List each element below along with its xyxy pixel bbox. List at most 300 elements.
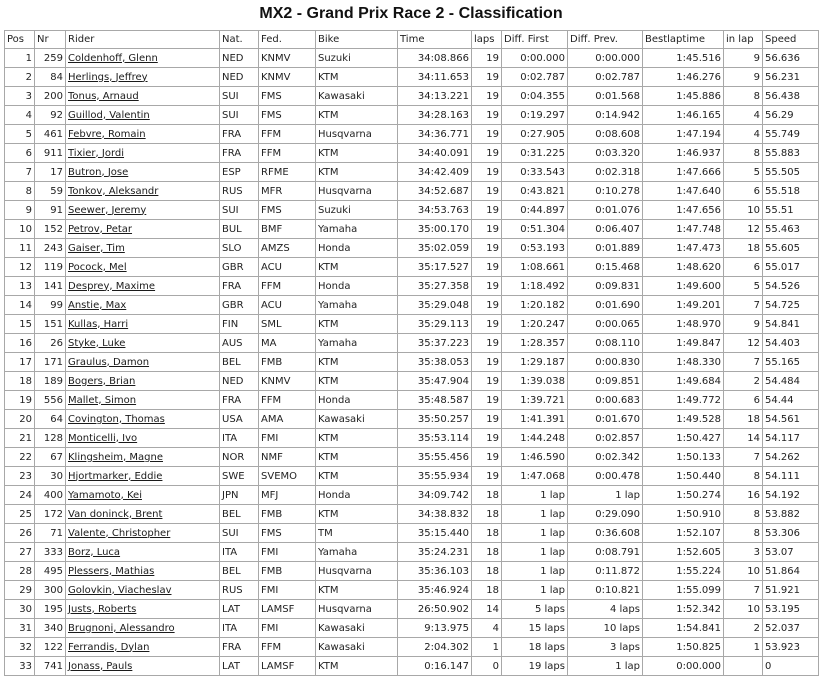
rider-link[interactable]: Petrov, Petar [68,223,133,235]
cell-diff-first: 0:51.304 [502,220,568,239]
cell-rider [66,220,220,239]
cell-bike: Yamaha [316,543,398,562]
cell-fed: FMI [259,543,316,562]
cell-rider [66,334,220,353]
cell-fed: KNMV [259,49,316,68]
table-row [5,391,819,410]
cell-fed: FMS [259,106,316,125]
cell-diff-first: 1 lap [502,562,568,581]
cell-in-lap: 8 [724,144,763,163]
cell-in-lap: 1 [724,638,763,657]
cell-nr: 461 [35,125,66,144]
cell-nat: NOR [220,448,259,467]
cell-bike: Honda [316,391,398,410]
table-row [5,125,819,144]
cell-in-lap: 9 [724,49,763,68]
cell-nr: 91 [35,201,66,220]
cell-diff-first: 1:47.068 [502,467,568,486]
header-speed: Speed [763,31,819,49]
table-row [5,467,819,486]
cell-diff-prev: 0:10.821 [568,581,643,600]
cell-nr: 71 [35,524,66,543]
cell-bestlaptime: 1:45.886 [643,87,724,106]
cell-bestlaptime: 1:50.825 [643,638,724,657]
rider-link[interactable]: Monticelli, Ivo [68,432,138,444]
cell-diff-first: 0:19.297 [502,106,568,125]
cell-in-lap: 7 [724,296,763,315]
cell-nat: FRA [220,638,259,657]
cell-nat: LAT [220,600,259,619]
cell-diff-first: 0:31.225 [502,144,568,163]
cell-time: 26:50.902 [398,600,472,619]
rider-link[interactable]: Valente, Christopher [68,527,171,539]
cell-bike: KTM [316,657,398,676]
cell-rider [66,543,220,562]
cell-bike: KTM [316,505,398,524]
cell-rider [66,391,220,410]
cell-bestlaptime: 1:55.224 [643,562,724,581]
cell-bike: Kawasaki [316,619,398,638]
cell-nat: ITA [220,429,259,448]
table-row [5,543,819,562]
cell-rider [66,372,220,391]
cell-nr: 67 [35,448,66,467]
rider-link[interactable]: Guillod, Valentin [68,109,150,121]
table-row [5,296,819,315]
table-row [5,638,819,657]
cell-time: 35:53.114 [398,429,472,448]
cell-laps: 19 [472,410,502,429]
cell-bike: KTM [316,581,398,600]
cell-diff-first: 1:39.721 [502,391,568,410]
cell-laps: 19 [472,68,502,87]
cell-laps: 19 [472,144,502,163]
cell-nr: 333 [35,543,66,562]
cell-nr: 84 [35,68,66,87]
header-laps: laps [472,31,502,49]
cell-diff-first: 5 laps [502,600,568,619]
cell-bike: KTM [316,353,398,372]
cell-diff-first: 1 lap [502,524,568,543]
rider-link[interactable]: Anstie, Max [68,299,127,311]
table-row [5,163,819,182]
cell-diff-first: 0:00.000 [502,49,568,68]
cell-nr: 128 [35,429,66,448]
cell-diff-first: 0:02.787 [502,68,568,87]
cell-pos: 30 [5,600,35,619]
table-row [5,239,819,258]
cell-time: 34:36.771 [398,125,472,144]
cell-time: 35:15.440 [398,524,472,543]
cell-in-lap: 18 [724,239,763,258]
cell-pos: 23 [5,467,35,486]
cell-diff-first: 0:27.905 [502,125,568,144]
cell-nat: FRA [220,277,259,296]
cell-bestlaptime: 1:50.440 [643,467,724,486]
cell-time: 9:13.975 [398,619,472,638]
cell-laps: 19 [472,163,502,182]
cell-rider [66,315,220,334]
cell-fed: FMI [259,581,316,600]
cell-nat: RUS [220,182,259,201]
cell-in-lap: 2 [724,619,763,638]
table-row [5,410,819,429]
cell-nr: 17 [35,163,66,182]
cell-nr: 741 [35,657,66,676]
cell-in-lap: 5 [724,277,763,296]
cell-laps: 19 [472,220,502,239]
cell-diff-prev: 0:02.318 [568,163,643,182]
cell-diff-prev: 0:08.110 [568,334,643,353]
cell-speed: 56.636 [763,49,819,68]
cell-laps: 0 [472,657,502,676]
cell-fed: NMF [259,448,316,467]
cell-bike: Yamaha [316,334,398,353]
table-row [5,562,819,581]
cell-in-lap: 9 [724,68,763,87]
cell-nat: FRA [220,125,259,144]
cell-diff-first: 15 laps [502,619,568,638]
cell-diff-prev: 3 laps [568,638,643,657]
cell-diff-first: 0:43.821 [502,182,568,201]
rider-link[interactable]: Herlings, Jeffrey [68,71,148,83]
table-row [5,600,819,619]
cell-time: 35:36.103 [398,562,472,581]
cell-rider [66,505,220,524]
table-row [5,182,819,201]
rider-link[interactable]: Borz, Luca [68,546,121,558]
cell-laps: 19 [472,429,502,448]
cell-bestlaptime: 0:00.000 [643,657,724,676]
cell-bestlaptime: 1:47.656 [643,201,724,220]
cell-laps: 19 [472,448,502,467]
cell-fed: FFM [259,277,316,296]
rider-link[interactable]: Butron, Jose [68,166,129,178]
rider-link[interactable]: Brugnoni, Alessandro [68,622,175,634]
cell-nat: BUL [220,220,259,239]
cell-rider [66,201,220,220]
cell-bike: Kawasaki [316,638,398,657]
table-row [5,372,819,391]
rider-link[interactable]: Tixier, Jordi [68,147,125,159]
cell-diff-first: 19 laps [502,657,568,676]
table-row [5,315,819,334]
cell-nat: FIN [220,315,259,334]
cell-nat: GBR [220,258,259,277]
cell-nat: LAT [220,657,259,676]
cell-nat: SWE [220,467,259,486]
cell-nr: 243 [35,239,66,258]
cell-time: 35:55.934 [398,467,472,486]
cell-time: 34:52.687 [398,182,472,201]
cell-diff-first: 18 laps [502,638,568,657]
cell-laps: 1 [472,638,502,657]
cell-nr: 911 [35,144,66,163]
rider-link[interactable]: Pocock, Mel [68,261,127,273]
cell-diff-first: 0:04.355 [502,87,568,106]
cell-fed: FFM [259,391,316,410]
header-rider: Rider [66,31,220,49]
cell-laps: 18 [472,543,502,562]
cell-nr: 189 [35,372,66,391]
header-nr: Nr [35,31,66,49]
cell-speed: 55.749 [763,125,819,144]
cell-fed: AMA [259,410,316,429]
cell-bestlaptime: 1:48.970 [643,315,724,334]
cell-nat: AUS [220,334,259,353]
rider-link[interactable]: Covington, Thomas [68,413,165,425]
cell-pos: 31 [5,619,35,638]
cell-laps: 18 [472,562,502,581]
cell-pos: 22 [5,448,35,467]
cell-speed: 52.037 [763,619,819,638]
cell-fed: FMS [259,87,316,106]
cell-pos: 25 [5,505,35,524]
cell-rider [66,68,220,87]
cell-laps: 19 [472,391,502,410]
cell-diff-prev: 0:02.787 [568,68,643,87]
cell-speed: 56.438 [763,87,819,106]
rider-link[interactable]: Hjortmarker, Eddie [68,470,163,482]
cell-bike: Honda [316,277,398,296]
cell-diff-prev: 0:00.065 [568,315,643,334]
cell-pos: 10 [5,220,35,239]
cell-time: 34:11.653 [398,68,472,87]
header-bestlaptime: Bestlaptime [643,31,724,49]
cell-in-lap: 10 [724,600,763,619]
cell-bestlaptime: 1:46.276 [643,68,724,87]
cell-speed: 54.484 [763,372,819,391]
cell-bestlaptime: 1:47.666 [643,163,724,182]
rider-link[interactable]: Graulus, Damon [68,356,150,368]
header-diff-first: Diff. First [502,31,568,49]
cell-laps: 14 [472,600,502,619]
cell-in-lap: 12 [724,220,763,239]
cell-pos: 14 [5,296,35,315]
cell-nr: 26 [35,334,66,353]
cell-diff-prev: 0:01.076 [568,201,643,220]
cell-time: 34:13.221 [398,87,472,106]
cell-in-lap: 8 [724,467,763,486]
cell-pos: 8 [5,182,35,201]
rider-link[interactable]: Ferrandis, Dylan [68,641,150,653]
cell-speed: 55.505 [763,163,819,182]
cell-bestlaptime: 1:52.342 [643,600,724,619]
rider-link[interactable]: Klingsheim, Magne [68,451,163,463]
cell-nr: 400 [35,486,66,505]
rider-link[interactable]: Desprey, Maxime [68,280,156,292]
cell-speed: 55.017 [763,258,819,277]
rider-link[interactable]: Tonkov, Aleksandr [68,185,159,197]
cell-bike: Husqvarna [316,125,398,144]
rider-link[interactable]: Plessers, Mathias [68,565,155,577]
cell-time: 34:28.163 [398,106,472,125]
cell-bike: TM [316,524,398,543]
cell-bestlaptime: 1:45.516 [643,49,724,68]
cell-speed: 54.111 [763,467,819,486]
cell-nr: 122 [35,638,66,657]
cell-fed: BMF [259,220,316,239]
cell-diff-prev: 0:15.468 [568,258,643,277]
header-diff-prev: Diff. Prev. [568,31,643,49]
cell-rider [66,163,220,182]
cell-in-lap: 6 [724,391,763,410]
cell-pos: 27 [5,543,35,562]
cell-bestlaptime: 1:49.528 [643,410,724,429]
cell-diff-first: 1:28.357 [502,334,568,353]
table-row [5,524,819,543]
cell-rider [66,486,220,505]
cell-diff-prev: 1 lap [568,657,643,676]
cell-laps: 19 [472,49,502,68]
cell-in-lap: 6 [724,258,763,277]
cell-diff-prev: 0:02.857 [568,429,643,448]
cell-pos: 2 [5,68,35,87]
cell-nr: 59 [35,182,66,201]
cell-nat: BEL [220,353,259,372]
rider-link[interactable]: Gaiser, Tim [68,242,125,254]
cell-time: 35:00.170 [398,220,472,239]
table-row [5,448,819,467]
cell-diff-first: 1 lap [502,486,568,505]
cell-diff-prev: 0:02.342 [568,448,643,467]
cell-rider [66,106,220,125]
cell-bike: Yamaha [316,220,398,239]
cell-diff-prev: 0:01.568 [568,87,643,106]
cell-fed: MA [259,334,316,353]
cell-speed: 55.518 [763,182,819,201]
cell-laps: 19 [472,87,502,106]
cell-pos: 20 [5,410,35,429]
rider-link[interactable]: Van doninck, Brent [68,508,163,520]
cell-laps: 19 [472,315,502,334]
header-time: Time [398,31,472,49]
cell-speed: 54.725 [763,296,819,315]
cell-speed: 54.262 [763,448,819,467]
cell-diff-first: 1:44.248 [502,429,568,448]
cell-in-lap: 7 [724,353,763,372]
cell-pos: 3 [5,87,35,106]
cell-fed: FMI [259,429,316,448]
cell-pos: 6 [5,144,35,163]
cell-bike: KTM [316,467,398,486]
rider-link[interactable]: Justs, Roberts [68,603,137,615]
rider-link[interactable]: Yamamoto, Kei [68,489,142,501]
cell-fed: LAMSF [259,600,316,619]
cell-fed: KNMV [259,372,316,391]
cell-in-lap: 7 [724,581,763,600]
table-row [5,201,819,220]
rider-link[interactable]: Seewer, Jeremy [68,204,147,216]
cell-diff-prev: 0:00.478 [568,467,643,486]
cell-in-lap: 5 [724,163,763,182]
cell-bestlaptime: 1:47.640 [643,182,724,201]
cell-bestlaptime: 1:46.165 [643,106,724,125]
cell-bestlaptime: 1:49.600 [643,277,724,296]
rider-link[interactable]: Coldenhoff, Glenn [68,52,158,64]
table-row [5,144,819,163]
cell-speed: 51.921 [763,581,819,600]
rider-link[interactable]: Tonus, Arnaud [68,90,139,102]
cell-rider [66,638,220,657]
cell-speed: 56.29 [763,106,819,125]
cell-nr: 151 [35,315,66,334]
cell-fed: SVEMO [259,467,316,486]
header-fed: Fed. [259,31,316,49]
cell-diff-first: 1 lap [502,543,568,562]
cell-nr: 340 [35,619,66,638]
cell-speed: 54.403 [763,334,819,353]
cell-bestlaptime: 1:47.194 [643,125,724,144]
rider-link[interactable]: Mallet, Simon [68,394,137,406]
cell-pos: 5 [5,125,35,144]
cell-pos: 28 [5,562,35,581]
cell-time: 35:46.924 [398,581,472,600]
rider-link[interactable]: Febvre, Romain [68,128,146,140]
cell-pos: 18 [5,372,35,391]
table-row [5,277,819,296]
cell-speed: 53.882 [763,505,819,524]
cell-diff-prev: 0:29.090 [568,505,643,524]
cell-fed: FMB [259,562,316,581]
rider-link[interactable]: Kullas, Harri [68,318,129,330]
cell-laps: 18 [472,581,502,600]
cell-nat: GBR [220,296,259,315]
cell-bestlaptime: 1:49.201 [643,296,724,315]
cell-time: 35:29.048 [398,296,472,315]
cell-in-lap: 4 [724,106,763,125]
cell-rider [66,600,220,619]
cell-bike: KTM [316,106,398,125]
table-row [5,49,819,68]
cell-laps: 19 [472,258,502,277]
cell-in-lap: 8 [724,524,763,543]
cell-diff-prev: 0:00.000 [568,49,643,68]
header-row [5,31,819,49]
header-pos: Pos [5,31,35,49]
cell-diff-prev: 0:08.608 [568,125,643,144]
rider-link[interactable]: Bogers, Brian [68,375,136,387]
header-nat: Nat. [220,31,259,49]
cell-diff-first: 0:33.543 [502,163,568,182]
cell-fed: AMZS [259,239,316,258]
cell-bike: Kawasaki [316,410,398,429]
cell-pos: 1 [5,49,35,68]
cell-rider [66,353,220,372]
cell-in-lap [724,657,763,676]
header-bike: Bike [316,31,398,49]
rider-link[interactable]: Jonass, Pauls [68,660,133,672]
cell-nr: 119 [35,258,66,277]
cell-bike: KTM [316,258,398,277]
cell-in-lap: 12 [724,334,763,353]
cell-rider [66,49,220,68]
cell-diff-first: 0:53.193 [502,239,568,258]
cell-laps: 19 [472,239,502,258]
table-row [5,220,819,239]
cell-in-lap: 7 [724,448,763,467]
cell-speed: 51.864 [763,562,819,581]
cell-laps: 19 [472,106,502,125]
cell-fed: FFM [259,638,316,657]
cell-time: 34:42.409 [398,163,472,182]
rider-link[interactable]: Styke, Luke [68,337,126,349]
cell-diff-first: 1 lap [502,581,568,600]
cell-in-lap: 2 [724,372,763,391]
cell-diff-prev: 0:11.872 [568,562,643,581]
rider-link[interactable]: Golovkin, Viacheslav [68,584,172,596]
cell-speed: 55.883 [763,144,819,163]
